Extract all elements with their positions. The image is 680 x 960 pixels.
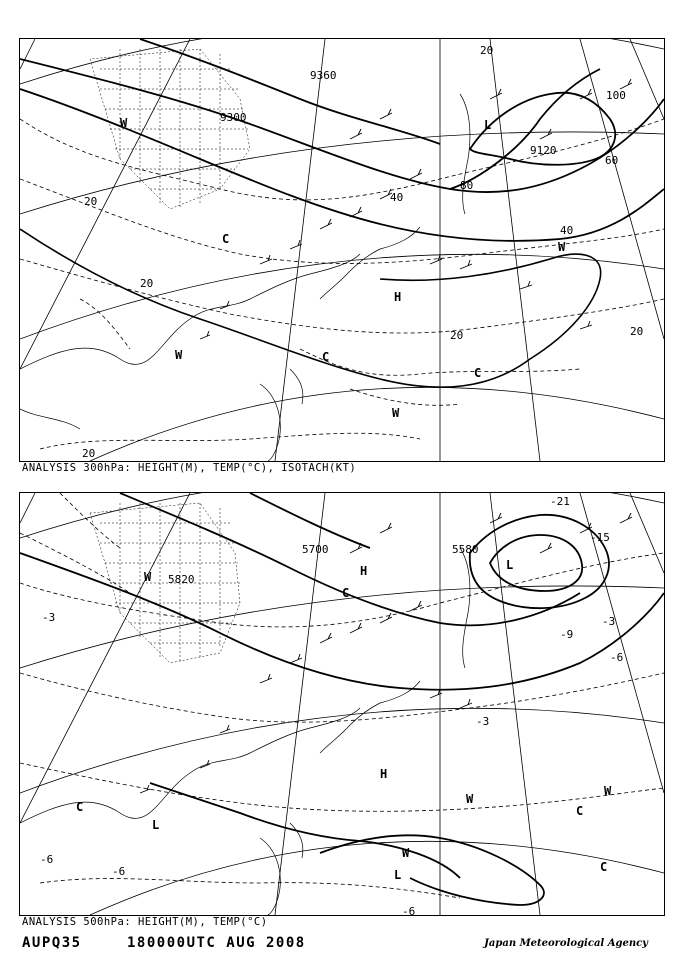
temp-label: -3 [476, 715, 490, 728]
isotach-300 [20, 229, 601, 387]
temp-label: -9 [560, 628, 574, 641]
height-contours-500 [20, 493, 664, 905]
low-center: L [394, 868, 402, 882]
isotach-label: 100 [606, 89, 626, 102]
height-contours-300 [20, 39, 664, 241]
cold-center: C [222, 232, 230, 246]
height-label: 5820 [168, 573, 195, 586]
chart-500hpa [19, 492, 665, 916]
wind-barbs-300 [200, 79, 632, 339]
caption-500hpa: ANALYSIS 500hPa: HEIGHT(M), TEMP(°C) [22, 916, 268, 928]
centers-500 [76, 558, 612, 882]
isotach-label: 80 [460, 179, 474, 192]
height-label: 5700 [302, 543, 329, 556]
graticule-300 [20, 39, 664, 461]
chart-300hpa [19, 38, 665, 462]
cold-center: C [576, 804, 584, 818]
temp-label: -6 [112, 865, 126, 878]
warm-center: W [175, 348, 183, 362]
isotach-label: 20 [140, 277, 154, 290]
isotach-label: 20 [84, 195, 98, 208]
isotach-label: 20 [480, 44, 494, 57]
cold-center: C [76, 800, 84, 814]
valid-time: 180000UTC AUG 2008 [127, 935, 306, 951]
temp-label: -6 [40, 853, 54, 866]
cold-center: C [600, 860, 608, 874]
isotherms-500 [20, 493, 664, 898]
isotach-label: 20 [450, 329, 464, 342]
warm-center: W [392, 406, 400, 420]
labels-500 [40, 495, 623, 915]
warm-center: W [604, 784, 612, 798]
map-300hpa [20, 39, 664, 461]
cold-center: C [342, 586, 350, 600]
high-center: H [360, 564, 368, 578]
caption-300hpa: ANALYSIS 300hPa: HEIGHT(M), TEMP(°C), ISOTACH(KT) [22, 462, 357, 474]
height-label: 9300 [220, 111, 247, 124]
temp-label: -21 [550, 495, 570, 508]
wind-barbs-500 [140, 513, 632, 793]
temp-label: -6 [610, 651, 624, 664]
high-center: H [394, 290, 402, 304]
map-500hpa [20, 493, 664, 915]
graticule-500 [20, 493, 664, 915]
temp-label: -6 [402, 905, 416, 915]
isotach-label: 40 [390, 191, 404, 204]
warm-center: W [558, 240, 566, 254]
cold-center: C [322, 350, 330, 364]
high-center: H [380, 767, 388, 781]
temp-label: -15 [590, 531, 610, 544]
isotach-label: 60 [605, 154, 619, 167]
isotach-label: 40 [560, 224, 574, 237]
low-center: L [506, 558, 514, 572]
height-label: 5580 [452, 543, 479, 556]
low-center: L [152, 818, 160, 832]
warm-center: W [402, 846, 410, 860]
isotach-label: 20 [630, 325, 644, 338]
height-label: 9120 [530, 144, 557, 157]
hatch-300 [90, 49, 250, 209]
low-center: L [484, 118, 492, 132]
cold-center: C [474, 366, 482, 380]
hatch-500 [90, 503, 240, 663]
isotach-label: 20 [82, 447, 96, 460]
agency-credit: Japan Meteorological Agency [484, 938, 648, 949]
warm-center: W [144, 570, 152, 584]
bulletin-code: AUPQ35 [22, 935, 82, 951]
warm-center: W [120, 116, 128, 130]
height-label: 9360 [310, 69, 337, 82]
warm-center: W [466, 792, 474, 806]
temp-label: -3 [42, 611, 56, 624]
temp-label: -3 [602, 615, 616, 628]
